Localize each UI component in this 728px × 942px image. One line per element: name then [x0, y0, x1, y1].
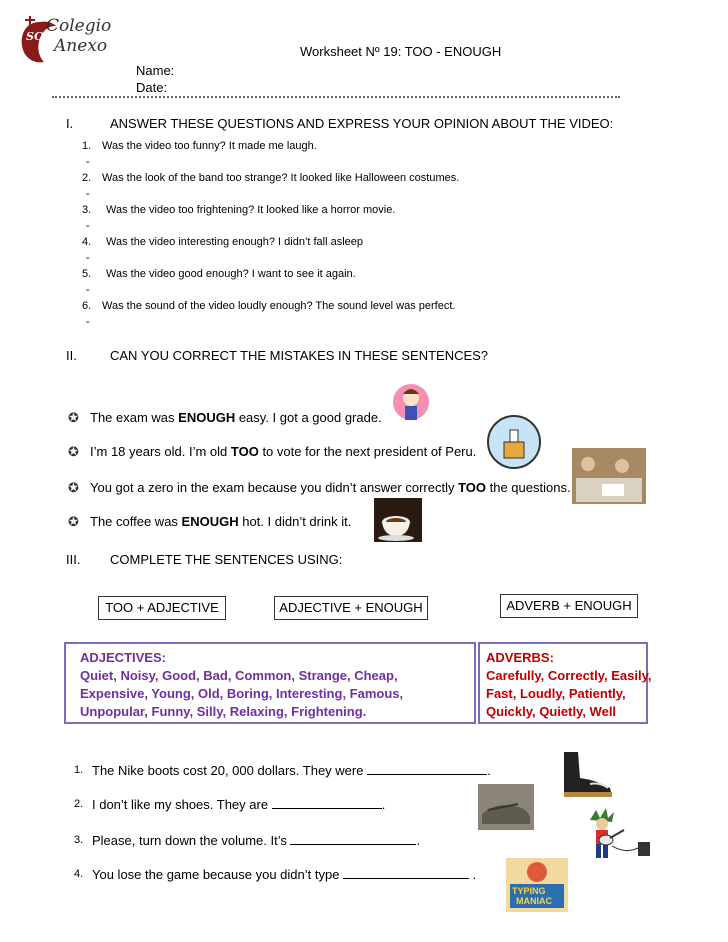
question-text: Was the look of the band too strange? It looked like Halloween costumes. [102, 172, 460, 184]
star-circle-icon: ✪ [68, 480, 79, 495]
adjectives-title: ADJECTIVES: [80, 650, 166, 665]
sentence-pre: You got a zero in the exam because you didn’t answer correctly [90, 480, 459, 495]
question-text: Was the sound of the video loudly enough? The sound level was perfect. [102, 300, 456, 312]
answer-blank[interactable] [272, 796, 382, 809]
answer-blank[interactable] [290, 832, 416, 845]
exercise-number: 1. [74, 764, 84, 776]
question-number: 4. [82, 236, 92, 248]
exercise-text: The Nike boots cost 20, 000 dollars. They were [92, 763, 368, 778]
sentence-keyword: TOO [458, 480, 486, 495]
exercise-sentence [92, 832, 420, 848]
coffee-cup-image [374, 498, 422, 542]
exercise-end: . [381, 797, 386, 812]
incorrect-sentence [90, 444, 476, 459]
adverbs-line: Fast, Loudly, Patiently, [486, 686, 626, 701]
adjectives-line: Unpopular, Funny, Silly, Relaxing, Frightening. [80, 704, 367, 719]
question-number: 3. [82, 204, 92, 216]
sentence-pre: I’m 18 years old. I’m old [90, 444, 231, 459]
section2-numeral: II. [66, 348, 77, 363]
name-label: Name: [136, 63, 175, 78]
exercise-sentence [92, 762, 491, 778]
logo-initials: SC [26, 30, 43, 43]
exercise-number: 3. [74, 834, 84, 846]
nike-boots-image [556, 748, 618, 800]
exercise-number: 2. [74, 798, 84, 810]
answer-blank[interactable] [343, 866, 469, 879]
exercise-end: . [416, 833, 421, 848]
girl-image [390, 380, 432, 426]
sentence-pre: The exam was [90, 410, 179, 425]
exercise-text: I don’t like my shoes. They are [92, 797, 272, 812]
exercise-text: You lose the game because you didn’t type [92, 867, 344, 882]
question-number: 5. [82, 268, 92, 280]
answer-blank[interactable] [367, 762, 487, 775]
header-divider [52, 96, 620, 102]
adjectives-line: Expensive, Young, Old, Boring, Interesting, Famous, [80, 686, 404, 701]
question-text: Was the video too frightening? It looked like a horror movie. [106, 204, 396, 216]
incorrect-sentence [90, 480, 571, 495]
section3-numeral: III. [66, 552, 81, 567]
incorrect-sentence [90, 410, 382, 425]
star-circle-icon: ✪ [68, 410, 79, 425]
sentence-keyword: ENOUGH [181, 514, 239, 529]
too-adjective-box: TOO + ADJECTIVE [98, 596, 226, 620]
answer-dash: - [86, 252, 90, 264]
old-shoes-image [478, 784, 534, 830]
adjective-enough-box: ADJECTIVE + ENOUGH [274, 596, 428, 620]
answer-dash: - [86, 316, 90, 328]
section1-numeral: I. [66, 116, 74, 131]
loud-guitarist-image [582, 806, 656, 862]
exercise-sentence [92, 866, 476, 882]
question-number: 1. [82, 140, 92, 152]
sentence-post: hot. I didn’t drink it. [238, 514, 352, 529]
typing-maniac-image [506, 858, 568, 912]
adverbs-line: Quickly, Quietly, Well [486, 704, 617, 719]
exercise-sentence [92, 796, 385, 812]
adjectives-line: Quiet, Noisy, Good, Bad, Common, Strange, Cheap, [80, 668, 398, 683]
sentence-keyword: TOO [230, 444, 259, 459]
adverb-enough-box: ADVERB + ENOUGH [500, 594, 638, 618]
sentence-post: the questions. [486, 480, 571, 495]
worksheet-title: Worksheet Nº 19: TOO - ENOUGH [300, 44, 502, 59]
answer-dash: - [86, 284, 90, 296]
answer-dash: - [86, 220, 90, 232]
incorrect-sentence [90, 514, 351, 529]
ballot-box-image [486, 414, 542, 470]
question-number: 2. [82, 172, 92, 184]
adverbs-title: ADVERBS: [486, 650, 554, 665]
exercise-text: Please, turn down the volume. It’s [92, 833, 291, 848]
exercise-end: . [487, 763, 491, 778]
question-number: 6. [82, 300, 92, 312]
sentence-keyword: ENOUGH [178, 410, 236, 425]
answer-dash: - [86, 156, 90, 168]
sentence-post: to vote for the next president of Peru. [258, 444, 477, 459]
sentence-post: easy. I got a good grade. [235, 410, 382, 425]
logo-text-anexo: Anexo [54, 36, 108, 56]
logo-text-colegio: Colegio [46, 16, 112, 36]
question-text: Was the video too funny? It made me laugh. [102, 140, 317, 152]
section1-heading: ANSWER THESE QUESTIONS AND EXPRESS YOUR OPINION ABOUT THE VIDEO: [110, 116, 614, 131]
date-label: Date: [136, 80, 168, 95]
section3-heading: COMPLETE THE SENTENCES USING: [110, 552, 343, 567]
typing-maniac-line2: MANIAC [516, 896, 552, 906]
adverbs-line: Carefully, Correctly, Easily, [486, 668, 652, 683]
star-circle-icon: ✪ [68, 514, 79, 529]
exam-class-photo [572, 448, 646, 504]
answer-dash: - [86, 188, 90, 200]
exercise-number: 4. [74, 868, 84, 880]
star-circle-icon: ✪ [68, 444, 79, 459]
section2-heading: CAN YOU CORRECT THE MISTAKES IN THESE SENTENCES? [110, 348, 489, 363]
typing-maniac-line1: TYPING [512, 886, 546, 896]
question-text: Was the video good enough? I want to see it again. [106, 268, 356, 280]
exercise-end: . [469, 867, 477, 882]
sentence-pre: The coffee was [90, 514, 182, 529]
question-text: Was the video interesting enough? I didn’t fall asleep [106, 236, 364, 248]
